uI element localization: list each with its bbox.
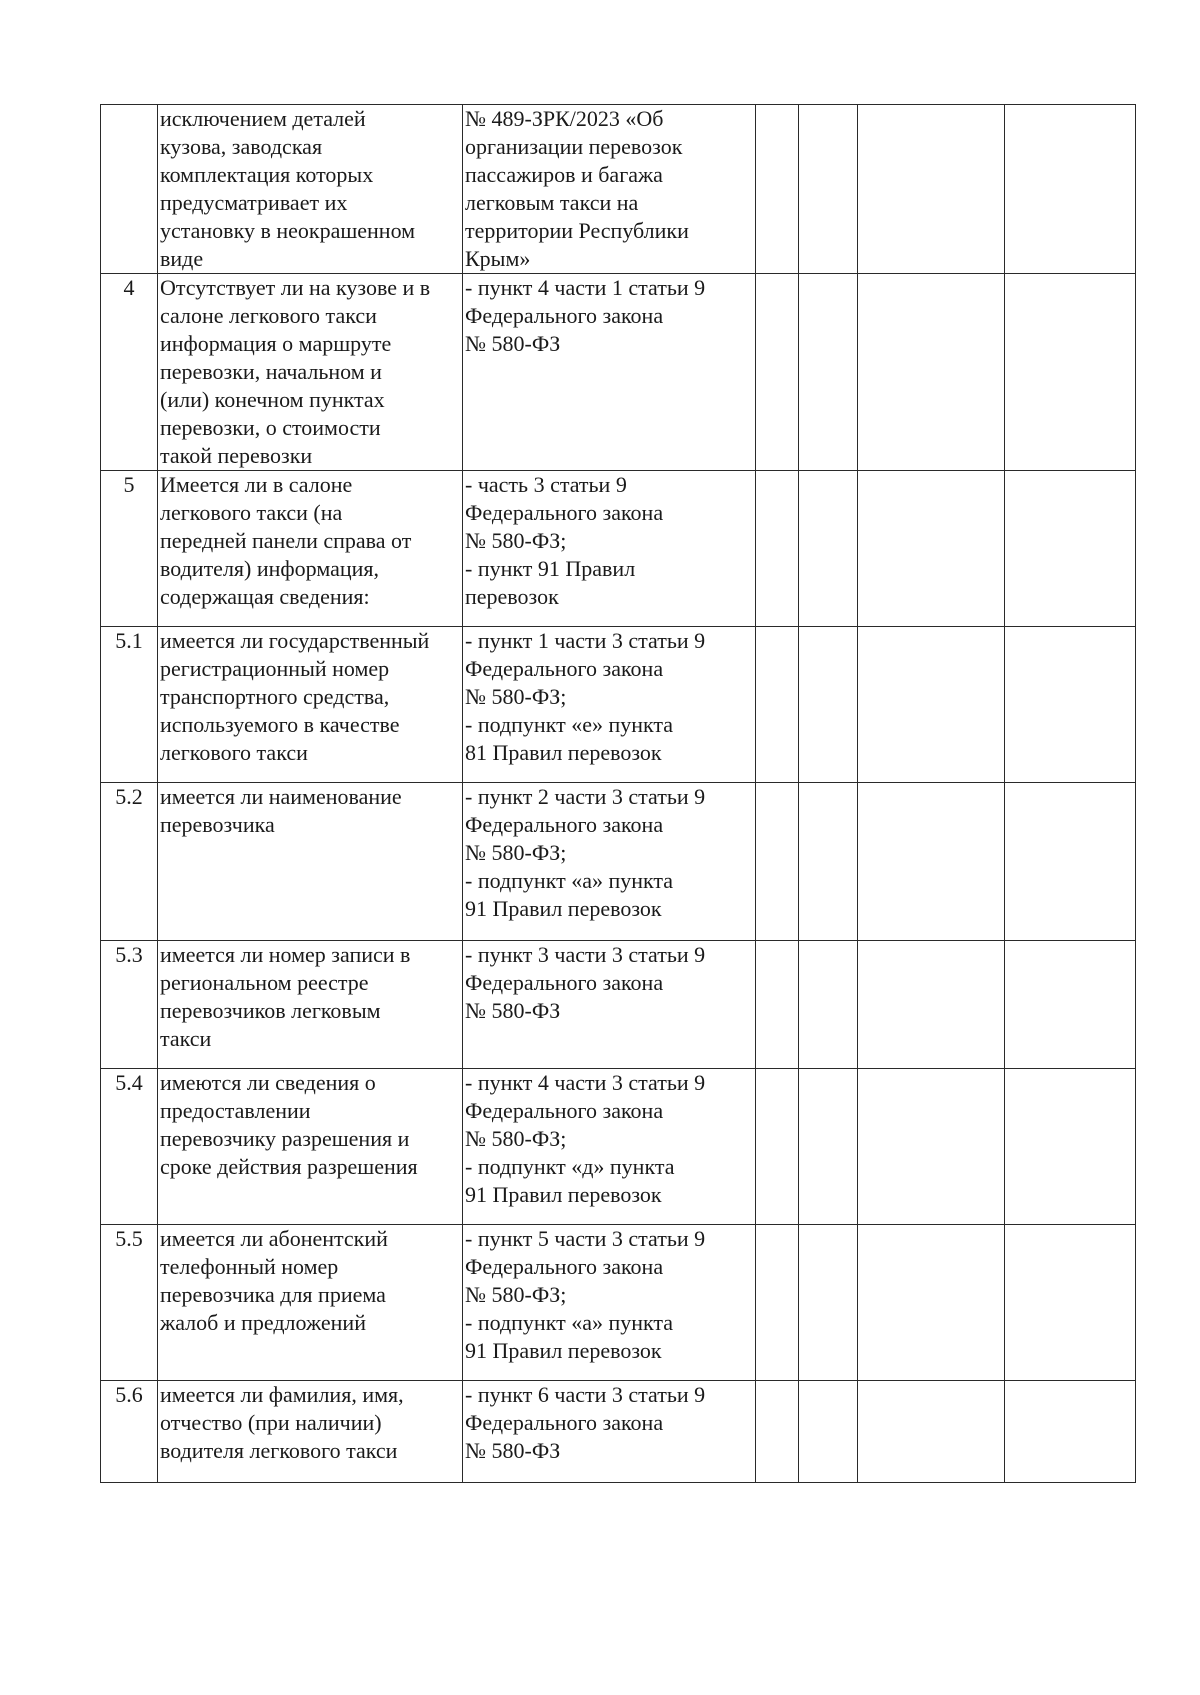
norm-text: - пункт 5 части 3 статьи 9 Федерального закона № 580-ФЗ; - подпункт «а» пункта 91 Правил перевозок <box>465 1226 706 1363</box>
answer-cell <box>1005 627 1136 783</box>
norm-text: - пункт 4 части 1 статьи 9 Федерального закона № 580-ФЗ <box>465 275 706 356</box>
requirement-cell <box>158 1069 463 1225</box>
answer-cell <box>799 627 858 783</box>
answer-cell <box>799 941 858 1069</box>
answer-cell <box>756 941 799 1069</box>
answer-cell <box>756 1225 799 1381</box>
norm-text: - пункт 3 части 3 статьи 9 Федерального закона № 580-ФЗ <box>465 942 706 1023</box>
row-number <box>101 105 158 274</box>
answer-cell <box>858 783 1005 941</box>
answer-cell <box>756 471 799 627</box>
answer-cell <box>1005 1069 1136 1225</box>
table-row <box>101 105 1136 274</box>
row-number: 4 <box>101 274 158 471</box>
answer-cell <box>756 627 799 783</box>
answer-cell <box>799 274 858 471</box>
norm-text: - пункт 6 части 3 статьи 9 Федерального закона № 580-ФЗ <box>465 1382 706 1463</box>
answer-cell <box>1005 1225 1136 1381</box>
requirement-cell <box>158 1381 463 1483</box>
row-number: 5 <box>101 471 158 627</box>
answer-cell <box>858 471 1005 627</box>
answer-cell <box>858 941 1005 1069</box>
norm-cell <box>463 1381 756 1483</box>
requirement-cell <box>158 627 463 783</box>
answer-cell <box>1005 1381 1136 1483</box>
norm-text: - пункт 1 части 3 статьи 9 Федерального закона № 580-ФЗ; - подпункт «е» пункта 81 Правил перевозок <box>465 628 706 765</box>
table-row <box>101 1225 1136 1381</box>
answer-cell <box>799 1381 858 1483</box>
row-number: 5.4 <box>101 1069 158 1225</box>
row-number: 5.5 <box>101 1225 158 1381</box>
answer-cell <box>756 274 799 471</box>
requirement-text: имеется ли государственный регистрационный номер транспортного средства, используемого в качестве легкового такси <box>160 628 430 765</box>
answer-cell <box>1005 783 1136 941</box>
row-number: 5.2 <box>101 783 158 941</box>
requirement-cell <box>158 105 463 274</box>
requirement-cell <box>158 1225 463 1381</box>
answer-cell <box>799 783 858 941</box>
answer-cell <box>799 1069 858 1225</box>
answer-cell <box>858 1225 1005 1381</box>
norm-cell <box>463 627 756 783</box>
answer-cell <box>799 471 858 627</box>
requirement-cell <box>158 783 463 941</box>
requirement-text: имеется ли абонентский телефонный номер перевозчика для приема жалоб и предложений <box>160 1226 388 1335</box>
requirement-text: Имеется ли в салоне легкового такси (на передней панели справа от водителя) информация, содержащая сведения: <box>160 472 412 609</box>
requirement-text: имеются ли сведения о предоставлении перевозчику разрешения и сроке действия разрешения <box>160 1070 418 1179</box>
table-row <box>101 1069 1136 1225</box>
norm-text: - часть 3 статьи 9 Федерального закона № 580-ФЗ; - пункт 91 Правил перевозок <box>465 472 664 609</box>
norm-text: № 489-ЗРК/2023 «Об организации перевозок пассажиров и багажа легковым такси на территории Республики Крым» <box>465 106 689 271</box>
answer-cell <box>858 627 1005 783</box>
table-row <box>101 941 1136 1069</box>
table-row <box>101 1381 1136 1483</box>
answer-cell <box>1005 105 1136 274</box>
table-row <box>101 274 1136 471</box>
norm-text: - пункт 2 части 3 статьи 9 Федерального закона № 580-ФЗ; - подпункт «а» пункта 91 Правил перевозок <box>465 784 706 921</box>
table-row <box>101 471 1136 627</box>
table-row <box>101 627 1136 783</box>
answer-cell <box>799 1225 858 1381</box>
norm-cell <box>463 783 756 941</box>
answer-cell <box>858 105 1005 274</box>
table-row <box>101 783 1136 941</box>
requirement-text: имеется ли номер записи в региональном реестре перевозчиков легковым такси <box>160 942 411 1051</box>
requirement-cell <box>158 941 463 1069</box>
answer-cell <box>858 1069 1005 1225</box>
row-number: 5.1 <box>101 627 158 783</box>
requirement-text: Отсутствует ли на кузове и в салоне легкового такси информация о маршруте перевозки, начальном и (или) конечном пунктах перевозки, о стоимости такой перевозки <box>160 275 431 468</box>
norm-cell <box>463 105 756 274</box>
norm-cell <box>463 471 756 627</box>
norm-cell <box>463 1069 756 1225</box>
answer-cell <box>756 105 799 274</box>
answer-cell <box>1005 274 1136 471</box>
answer-cell <box>858 274 1005 471</box>
requirement-cell <box>158 471 463 627</box>
requirement-text: исключением деталей кузова, заводская комплектация которых предусматривает их установку в неокрашенном виде <box>160 106 416 271</box>
row-number: 5.6 <box>101 1381 158 1483</box>
answer-cell <box>1005 941 1136 1069</box>
norm-cell <box>463 1225 756 1381</box>
requirement-text: имеется ли наименование перевозчика <box>160 784 402 837</box>
norm-cell <box>463 274 756 471</box>
answer-cell <box>756 1381 799 1483</box>
requirement-text: имеется ли фамилия, имя, отчество (при наличии) водителя легкового такси <box>160 1382 404 1463</box>
answer-cell <box>1005 471 1136 627</box>
row-number: 5.3 <box>101 941 158 1069</box>
requirement-cell <box>158 274 463 471</box>
answer-cell <box>858 1381 1005 1483</box>
norm-cell <box>463 941 756 1069</box>
answer-cell <box>799 105 858 274</box>
checklist-table <box>100 104 1136 1483</box>
answer-cell <box>756 1069 799 1225</box>
answer-cell <box>756 783 799 941</box>
norm-text: - пункт 4 части 3 статьи 9 Федерального закона № 580-ФЗ; - подпункт «д» пункта 91 Правил перевозок <box>465 1070 706 1207</box>
